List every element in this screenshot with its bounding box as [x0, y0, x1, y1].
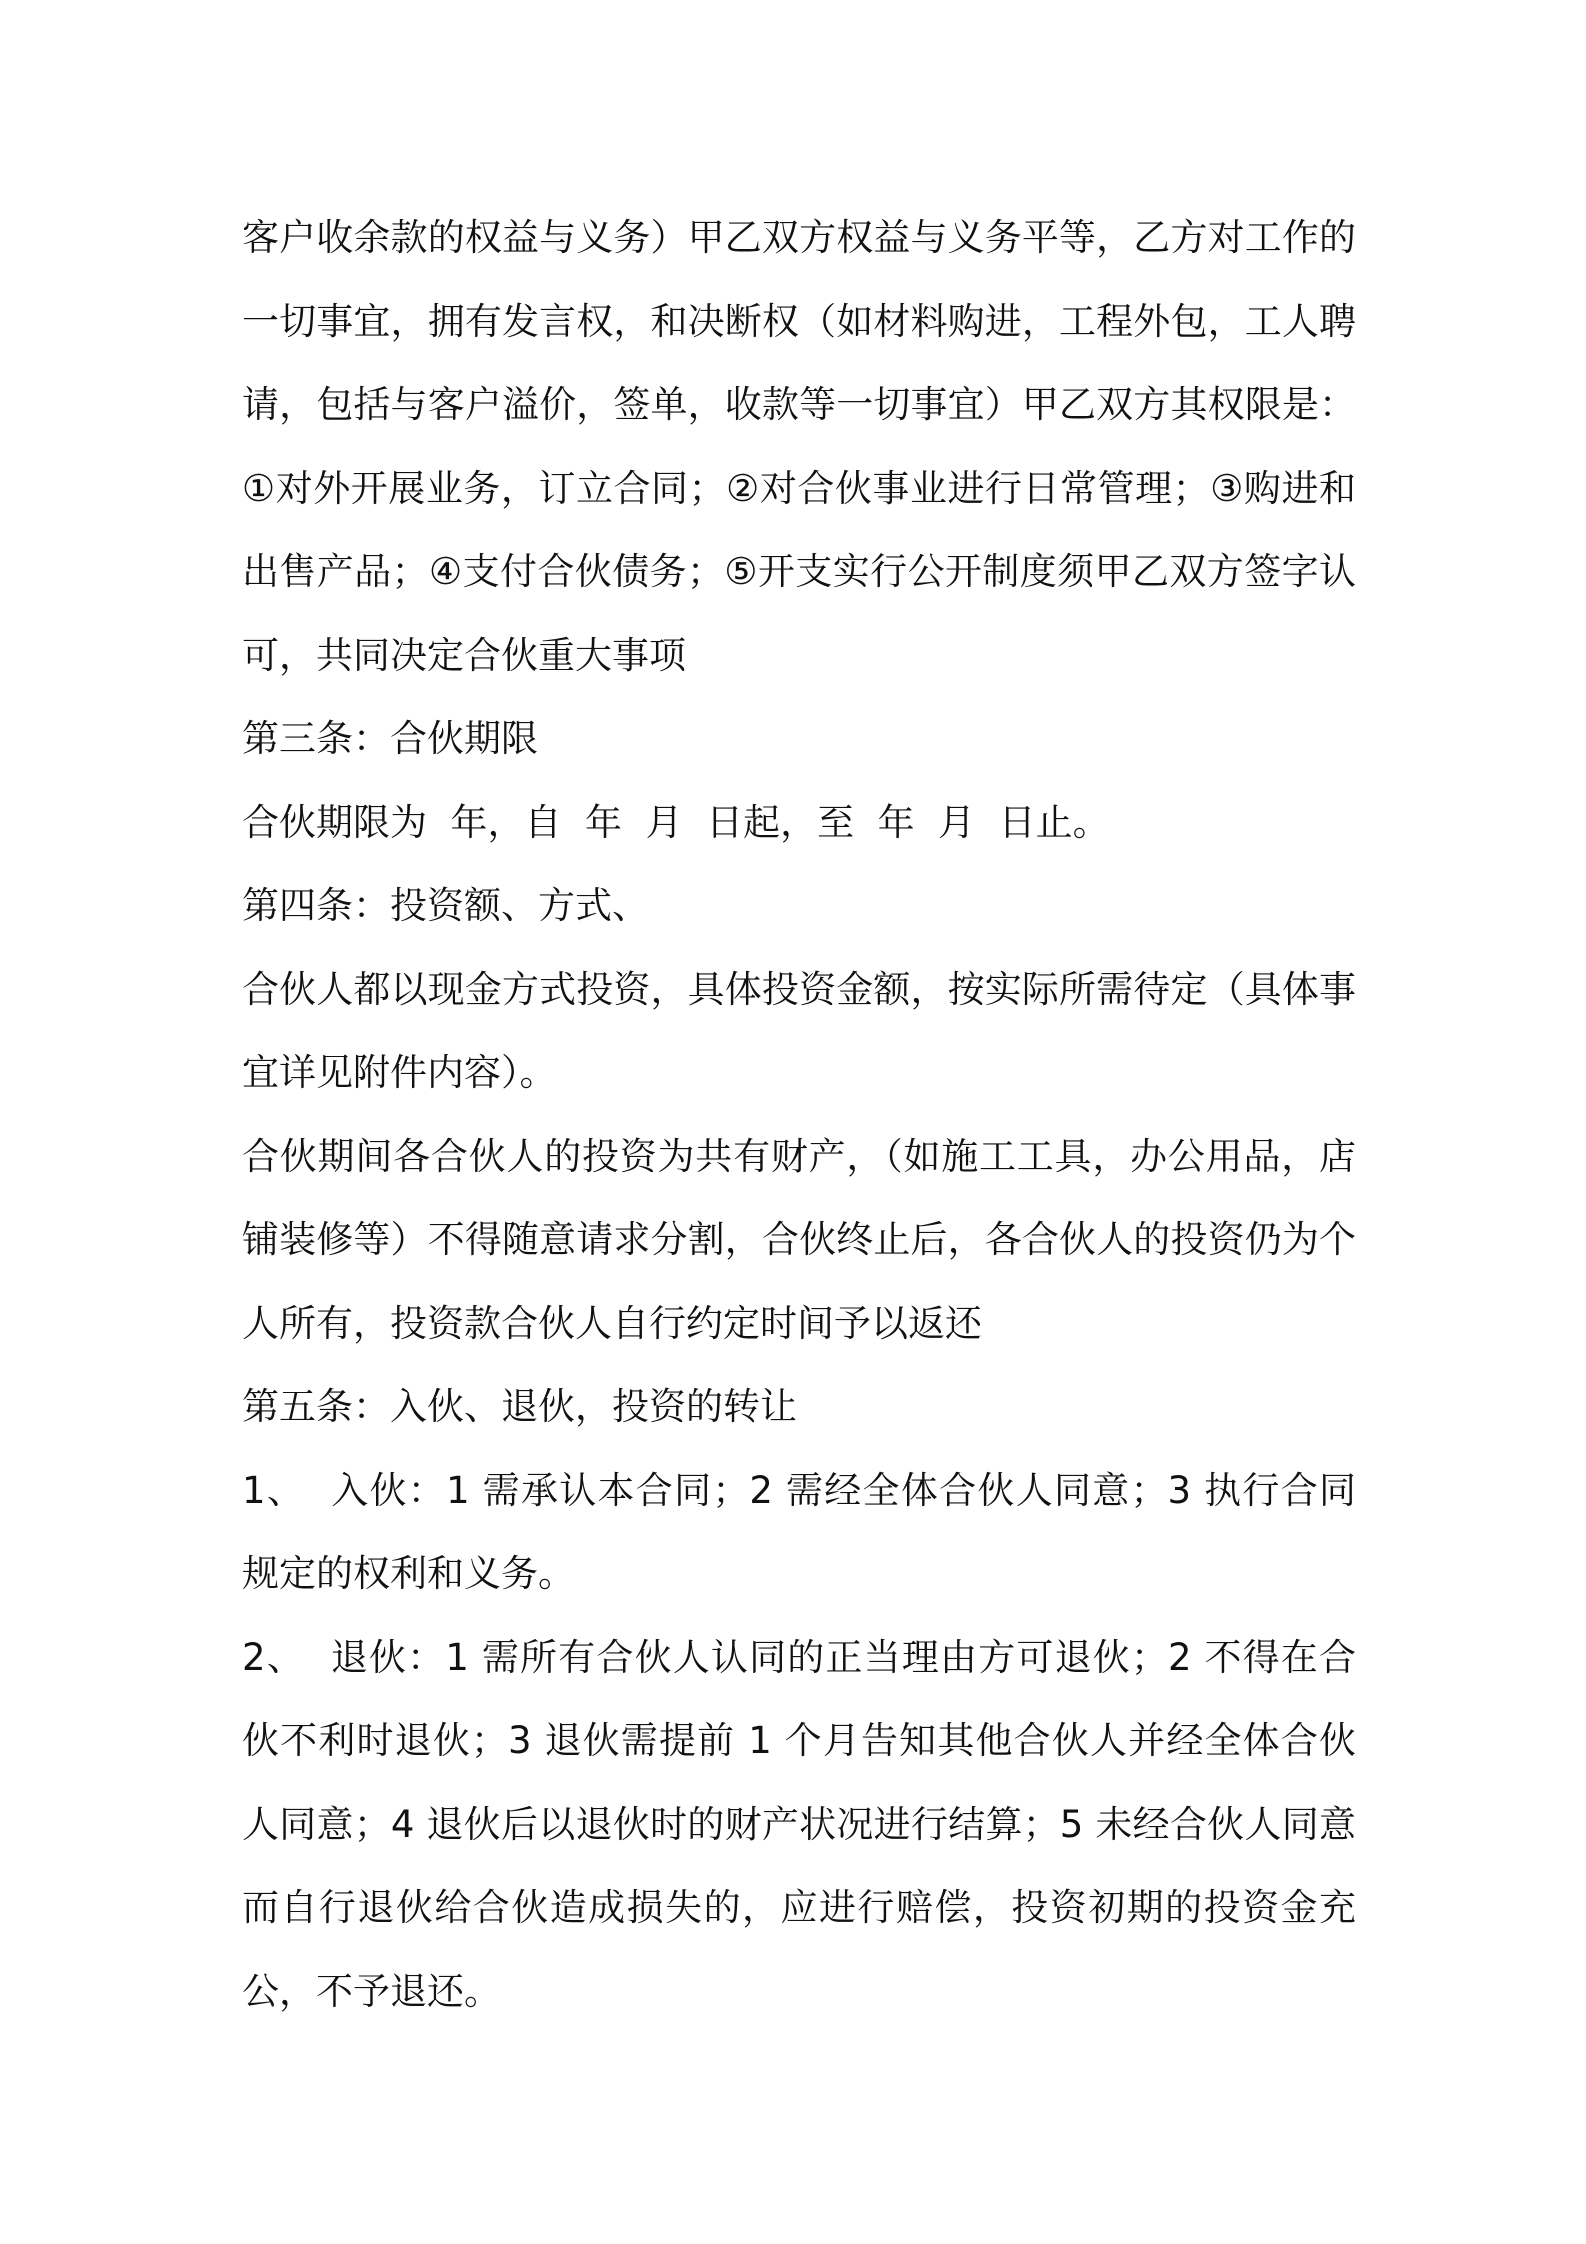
heading-article-4: 第四条：投资额、方式、	[242, 884, 649, 927]
paragraph-common-property: 合伙期间各合伙人的投资为共有财产，（如施工工具，办公用品，店铺装修等）不得随意请求分割，合伙终止后，各合伙人的投资仍为个人所有，投资款合伙人自行约定时间予以返还	[242, 1134, 1356, 1345]
document-page	[242, 196, 1356, 2033]
paragraph-investment-method: 合伙人都以现金方式投资，具体投资金额，按实际所需待定（具体事宜详见附件内容）。	[242, 967, 1356, 1094]
paragraph-partnership-term: 合伙期限为 年，自 年 月 日起，至 年 月 日止。	[242, 800, 1110, 844]
heading-article-3: 第三条：合伙期限	[242, 717, 538, 760]
paragraph-joining: 1、 入伙：1 需承认本合同；2 需经全体合伙人同意；3 执行合同规定的权利和义务。	[242, 1468, 1356, 1595]
paragraph-rights-and-obligations: 客户收余款的权益与义务）甲乙双方权益与义务平等，乙方对工作的一切事宜，拥有发言权，和决断权（如材料购进，工程外包，工人聘请，包括与客户溢价，签单，收款等一切事宜）甲乙双方其权限是：①对外开展业务，订立合同；②对合伙事业进行日常管理；③购进和出售产品；④支付合伙债务；⑤开支实行公开制度须甲乙双方签字认可，共同决定合伙重大事项	[242, 216, 1356, 677]
paragraph-withdrawal: 2、 退伙：1 需所有合伙人认同的正当理由方可退伙；2 不得在合伙不利时退伙；3 退伙需提前 1 个月告知其他合伙人并经全体合伙人同意；4 退伙后以退伙时的财产状况进行结算；5 未经合伙人同意而自行退伙给合伙造成损失的，应进行赔偿，投资初期的投资金充公，不予退还。	[242, 1635, 1356, 2013]
heading-article-5: 第五条：入伙、退伙，投资的转让	[242, 1385, 797, 1428]
